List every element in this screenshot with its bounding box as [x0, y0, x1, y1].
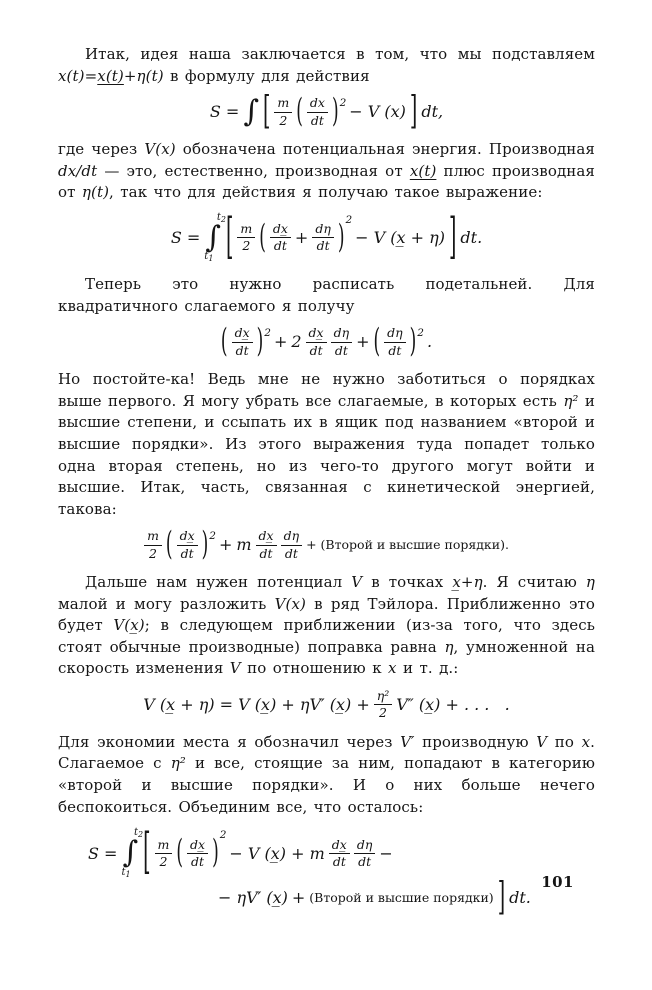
fraction-m-over-2 — [237, 222, 255, 254]
paragraph-orders — [58, 369, 595, 520]
inline-math-segment: x — [581, 732, 591, 751]
math-eta-term: − ηV′ (x̲) — [218, 888, 288, 908]
right-bracket: ] — [497, 875, 506, 920]
limit-var: t — [121, 866, 126, 878]
higher-orders-note: (Второй и высшие порядки) — [309, 890, 494, 906]
lower-limit — [121, 868, 130, 879]
text-segment: в формулу для действия — [163, 66, 370, 85]
paragraph-combine — [58, 732, 595, 818]
inline-math-segment: V(x) — [274, 594, 306, 613]
fraction-num: dx̲ — [329, 838, 350, 854]
right-paren: ) — [201, 525, 209, 565]
fraction-den: dt — [235, 342, 249, 358]
formula-action-perturbed-row — [169, 208, 484, 265]
right-paren: ) — [212, 833, 219, 873]
fraction-num: dη — [384, 326, 406, 342]
formula-quadratic-expansion — [58, 322, 595, 362]
plus-sign: + — [218, 535, 233, 555]
fraction-den: dt — [273, 238, 287, 254]
integral-icon: ∫ — [205, 219, 221, 255]
text-segment: где через — [58, 139, 145, 158]
right-paren: ) — [331, 91, 339, 131]
formula-action-perturbed — [58, 208, 595, 265]
lower-limit — [204, 252, 213, 263]
fraction-m-over-2 — [155, 838, 173, 870]
text-segment: в точках — [362, 573, 453, 592]
text-segment: по отношению к — [240, 659, 389, 678]
formula-action-row — [208, 89, 445, 134]
inline-math-segment: x̲+η — [452, 573, 483, 592]
inline-math-segment: V — [536, 732, 548, 751]
fraction-den: dt — [388, 342, 402, 358]
fraction-den: dt — [334, 342, 348, 358]
fraction-num: m — [155, 838, 173, 854]
mass-symbol: m — [236, 535, 252, 555]
fraction-num: dx̲ — [256, 529, 277, 545]
right-bracket: ] — [409, 89, 418, 134]
fraction-num: dx̲ — [187, 838, 208, 854]
inline-math-segment: η(t) — [81, 183, 110, 202]
text-segment: Теперь это нужно расписать подетальней. Для квадратичного слагаемого я получу — [58, 275, 595, 315]
text-segment: производную — [414, 732, 537, 751]
math-potential-term: − V (x̲ + η) — [355, 228, 445, 248]
left-bracket: [ — [143, 824, 151, 881]
inline-math-segment: η — [585, 573, 595, 592]
text-segment: ; в следующем приближении (из-за того, что здесь стоят обычные производные) поправка равна — [58, 616, 596, 656]
fraction-num: m — [144, 529, 162, 545]
math-dt: dt. — [460, 228, 483, 248]
fraction-dxbar-dt — [232, 326, 253, 358]
fraction-den: 2 — [149, 545, 157, 561]
text-segment: . Я считаю — [482, 573, 586, 592]
math-lhs: S = — [170, 228, 201, 248]
fraction-deta-dt — [331, 326, 353, 358]
fraction-den: dt — [316, 238, 330, 254]
plus-sign: + — [356, 332, 370, 352]
fraction-m-over-2 — [144, 529, 162, 561]
left-paren: ( — [259, 217, 266, 257]
fraction-num: dx — [307, 96, 328, 112]
limit-sub: 1 — [125, 869, 131, 879]
inline-math-segment: η² — [170, 754, 186, 773]
exponent-2: 2 — [219, 829, 227, 842]
formula-kinetic-part — [58, 525, 595, 565]
fraction-den: dt — [191, 853, 205, 869]
fraction-num: dη — [331, 326, 353, 342]
fraction-num: dx̲ — [306, 326, 327, 342]
limit-var: t — [216, 211, 221, 223]
left-paren: ( — [165, 525, 173, 565]
fraction-num: m — [237, 222, 255, 238]
fraction-num: dη — [312, 222, 334, 238]
text-segment: Но постойте-ка! Ведь мне не нужно заботиться о порядках выше первого. Я могу убрать все слагаемые, в которых есть — [58, 370, 595, 410]
inline-math-segment: V — [229, 659, 241, 678]
fraction-dxbar-dt — [187, 838, 208, 870]
fraction-dxbar-dt — [256, 529, 277, 561]
text-segment: по — [547, 732, 582, 751]
text-segment: . Слагаемое с — [58, 732, 595, 773]
exponent-2: 2 — [417, 327, 424, 340]
plus-sign: + — [294, 228, 309, 248]
fraction-dxbar-dt — [306, 326, 327, 358]
trailing-minus: − — [379, 843, 393, 863]
fraction-deta-dt — [384, 326, 406, 358]
text-segment: , умноженной на скорость изменения — [58, 637, 596, 678]
exponent-2: 2 — [264, 327, 271, 340]
integral-icon: ∫ — [122, 835, 139, 871]
fraction-den: dt — [310, 112, 324, 128]
fraction-num: dη — [354, 838, 376, 854]
page-number: 101 — [541, 873, 574, 892]
fraction-num: dη — [281, 529, 303, 545]
text-segment: Для экономии места я обозначил через — [58, 732, 401, 751]
plus-sign: + — [273, 332, 288, 352]
exponent-2: 2 — [339, 97, 347, 110]
formula-final — [58, 824, 595, 920]
exponent-2: 2 — [345, 213, 353, 226]
period: . — [426, 332, 433, 352]
fraction-dxbar-dt — [177, 529, 198, 561]
paragraph-expand — [58, 274, 595, 317]
inline-math-segment: x(t)= — [58, 66, 98, 85]
left-paren: ( — [296, 91, 303, 131]
inline-math-segment: +η(t) — [123, 66, 164, 85]
fraction-dxbar-dt — [329, 838, 350, 870]
right-paren: ) — [337, 217, 345, 257]
math-mid-terms: − V (x̲) + m — [229, 843, 325, 863]
fraction-den: 2 — [159, 853, 168, 869]
higher-orders-note: + (Второй и высшие порядки). — [306, 537, 509, 553]
taylor-right: V″ (x̲) + . . . . — [396, 695, 510, 715]
left-bracket: [ — [225, 208, 234, 265]
integral-with-limits — [204, 211, 226, 264]
text-segment: малой и могу разложить — [58, 594, 275, 613]
integral-with-limits — [121, 827, 144, 879]
plus-sign: + — [291, 888, 306, 908]
fraction-num: m — [274, 96, 292, 112]
taylor-left: V (x̲ + η) = V (x̲) + ηV′ (x̲) + — [143, 695, 370, 715]
right-paren: ) — [256, 322, 264, 362]
fraction-den: dt — [332, 853, 346, 869]
math-dt: dt, — [421, 102, 444, 122]
fraction-den: dt — [284, 545, 298, 561]
text-segment: и все, стоящие за ним, попадают в категорию «второй и высшие порядки». И о них больше нечего беспокоиться. Объединим все, что осталось: — [58, 754, 596, 816]
fraction-den: 2 — [279, 112, 288, 128]
paragraph-intro — [58, 44, 595, 87]
math-lhs: S = — [209, 102, 240, 122]
fraction-deta-dt — [312, 222, 334, 254]
inline-math-segment: η — [444, 637, 454, 656]
left-paren: ( — [176, 833, 184, 873]
formula-final-line1 — [86, 824, 595, 881]
right-paren: ) — [409, 322, 417, 362]
text-segment: Итак, идея наша заключается в том, что мы подставляем — [85, 45, 595, 63]
math-potential-term: − V (x) — [349, 102, 406, 122]
paragraph-potential-energy — [58, 139, 595, 204]
fraction-num: η² — [374, 689, 393, 705]
fraction-den: dt — [259, 545, 273, 561]
text-segment: — это, естественно, производная от — [97, 161, 410, 180]
inline-math-segment: V′ — [400, 732, 415, 751]
fraction-num: dx̲ — [270, 222, 291, 238]
fraction-den: 2 — [242, 238, 251, 254]
limit-sub: 2 — [220, 214, 226, 224]
formula-taylor-row — [141, 689, 511, 721]
fraction-deta-dt — [281, 529, 303, 561]
integral-icon: ∫ — [243, 94, 259, 130]
formula-quadratic-row — [219, 322, 434, 362]
fraction-deta-dt — [354, 838, 376, 870]
fraction-den: 2 — [379, 705, 387, 721]
text-segment: в ряд Тэйлора. Приближенно это будет — [58, 594, 595, 635]
left-paren: ( — [373, 322, 381, 362]
right-bracket: ] — [448, 208, 457, 265]
text-segment: обозначена потенциальная энергия. Производная — [175, 139, 595, 158]
limit-var: t — [204, 251, 209, 263]
inline-math-segment: x — [388, 659, 397, 678]
fraction-den: dt — [358, 853, 372, 869]
left-paren: ( — [220, 322, 228, 362]
inline-math-segment: η² — [563, 391, 579, 410]
exponent-2: 2 — [209, 530, 216, 543]
fraction-den: dt — [309, 342, 323, 358]
limit-var: t — [133, 827, 138, 839]
inline-math-segment: dx/dt — [58, 161, 98, 180]
inline-math-segment: V — [351, 573, 363, 592]
limit-sub: 1 — [208, 254, 214, 264]
inline-math-segment: x(t) — [409, 161, 437, 180]
formula-action — [58, 89, 595, 134]
text-segment: и высшие степени, и ссыпать их в ящик под названием «второй и высшие порядки». Из этого выражения туда попадет только одна вторая степень, но из чего-то другого могут войти и высшие. Итак, часть, связанная с кинетической энергией, такова: — [58, 391, 596, 518]
inline-math-segment: x(t) — [97, 66, 124, 85]
text-segment: и т. д.: — [396, 659, 459, 678]
fraction-eta2-over-2 — [374, 689, 393, 721]
text-segment: , так что для действия я получаю такое выражение: — [109, 183, 543, 202]
inline-math-segment: V(x) — [144, 139, 176, 158]
math-dt: dt. — [509, 888, 531, 908]
limit-sub: 2 — [138, 830, 144, 840]
inline-math-segment: V(x̲) — [113, 616, 145, 635]
coefficient-2: 2 — [291, 332, 302, 352]
math-lhs: S = — [88, 843, 118, 863]
paragraph-taylor — [58, 572, 595, 680]
fraction-m-over-2 — [274, 96, 292, 128]
text-segment: плюс производная от — [58, 161, 595, 202]
text-segment: Дальше нам нужен потенциал — [85, 573, 352, 592]
fraction-num: dx̲ — [177, 529, 198, 545]
fraction-dx-dt — [307, 96, 328, 128]
fraction-den: dt — [180, 545, 194, 561]
left-bracket: [ — [262, 89, 271, 134]
formula-taylor — [58, 689, 595, 721]
fraction-num: dx̲ — [232, 326, 253, 342]
formula-kinetic-row — [142, 525, 511, 565]
fraction-dxbar-dt — [270, 222, 291, 254]
